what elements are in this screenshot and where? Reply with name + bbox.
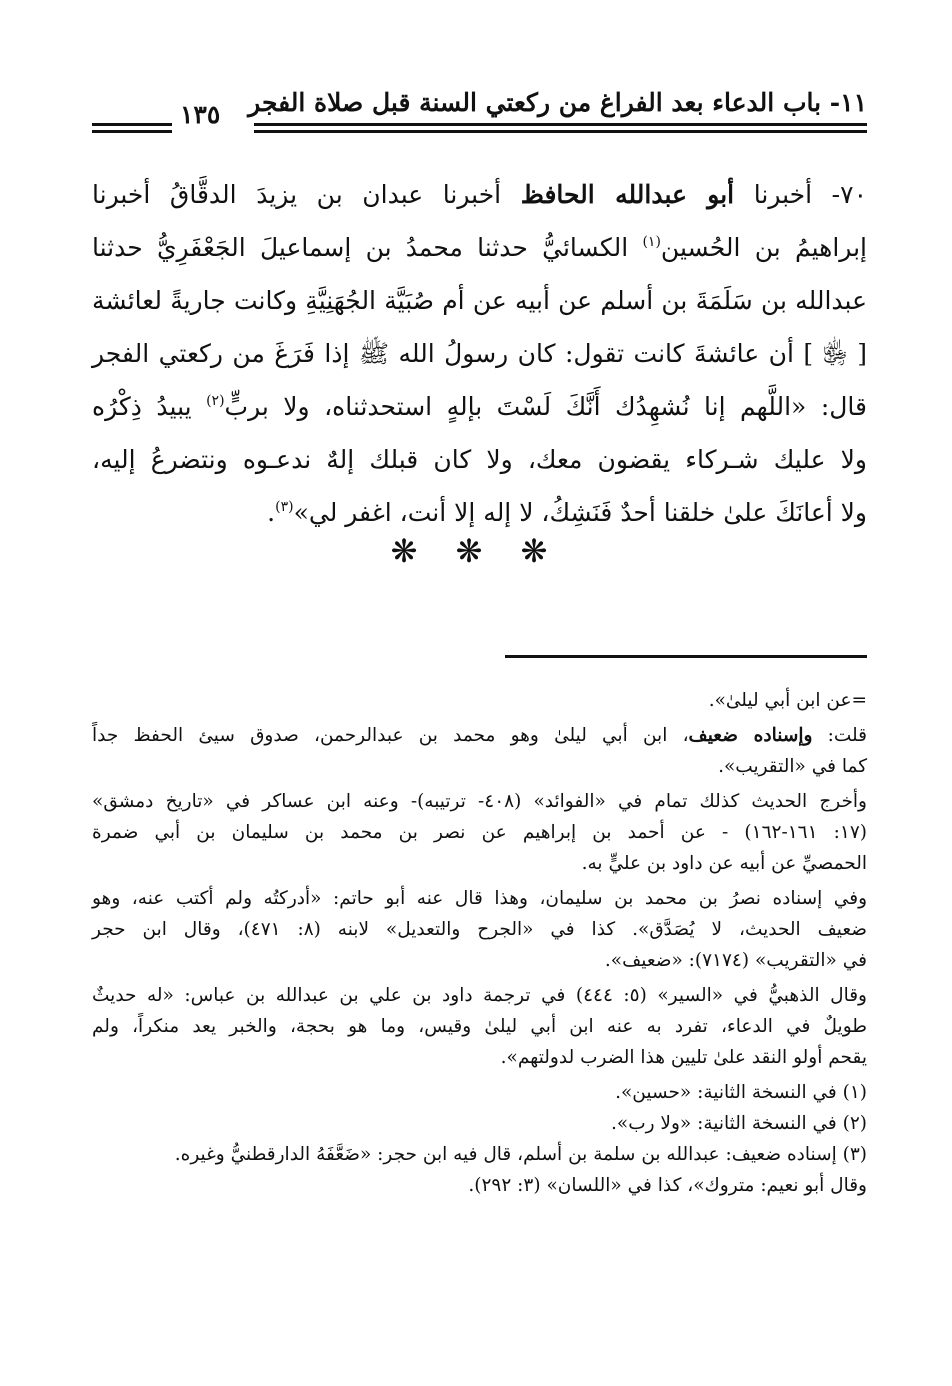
hadith-line: ولا عليك شـركاء يقضون معك، ولا كان قبلك إلهٌ ندعـوه ونتضرعُ إليه، xyxy=(92,445,867,474)
footnote-3-continued: وقال أبو نعيم: متروك»، كذا في «اللسان» (٣: ٢٩٢). xyxy=(468,1175,867,1196)
hadith-line: إبراهيمُ بن الحُسين$^{(١)}$ الكسائيُّ حدثنا محمدُ بن إسماعيلَ الجَعْفَرِيُّ حدثنا xyxy=(92,233,867,262)
hadith-line: عبدالله بن سَلَمَةَ بن أسلم عن أبيه عن أم صُبَيَّة الجُهَنِيَّةِ وكانت جاريةً لعائشة xyxy=(92,286,867,315)
footnotes xyxy=(92,685,867,1205)
footnote-paragraph: وقال الذهبيُّ في «السير» (٥: ٤٤٤) في ترجمة داود بن علي بن عبدالله بن عباس: «له حديثٌ طويلٌ في الدعاء، تفرد به عنه ابن أبي ليلىٰ وقيس، وما هو بحجة، والخبر يعد منكراً، ولم يقحم أولو النقد علىٰ تليين هذا الضرب لدولتهم». xyxy=(92,985,867,1068)
chapter-title: ١١- باب الدعاء بعد الفراغ من ركعتي السنة قبل صلاة الفجر xyxy=(248,88,867,117)
footnote-continuation: =عن ابن أبي ليلىٰ». xyxy=(708,690,867,711)
footnote-paragraph: وأخرج الحديث كذلك تمام في «الفوائد» (٤٠٨- ترتيبه)- وعنه ابن عساكر في «تاريخ دمشق» (١٧: ١٦١-١٦٢) - عن أحمد بن إبراهيم عن نصر بن محمد بن سليمان بن أبي ضمرة الحمصيِّ عن أبيه عن داود بن عليٍّ به. xyxy=(92,791,867,874)
footnote-divider xyxy=(505,655,867,658)
hadith-line: قال: «اللَّهم إنا نُشهِدُك أَنَّكَ لَسْتَ بإلهٍ استحدثناه، ولا بربٍّ$^{(٢)}$ يبيدُ ذِكْرُه xyxy=(92,392,867,421)
header-rule-right xyxy=(254,123,867,133)
running-header xyxy=(92,88,867,150)
footnote-ref-2: (٢) xyxy=(206,393,225,409)
hadith-line: [ ﵂ ] أن عائشةَ كانت تقول: كان رسولُ الله ﷺ إذا فَرَغَ من ركعتي الفجر xyxy=(92,339,867,368)
footnote-notes xyxy=(92,1077,867,1201)
hadith-text xyxy=(92,168,867,539)
footnote-1: (١) في النسخة الثانية: «حسين». xyxy=(615,1082,867,1103)
section-separator: ❋ ❋ ❋ xyxy=(390,532,562,570)
footnote-2: (٢) في النسخة الثانية: «ولا رب». xyxy=(611,1113,867,1134)
footnote-ref-3: (٣) xyxy=(275,499,294,515)
footnote-ref-1: (١) xyxy=(642,234,661,250)
narrator-name: أبو عبدالله الحافظ xyxy=(520,180,735,209)
hadith-line: ٧٠- أخبرنا أبو عبدالله الحافظ أخبرنا عبدان بن يزيدَ الدقَّاقُ أخبرنا xyxy=(92,180,867,209)
header-rule-left xyxy=(92,123,172,133)
page-number: ١٣٥ xyxy=(180,100,221,129)
hadith-line: ولا أعانَكَ علىٰ خلقنا أحدٌ فَنَشِكُ، لا إله إلا أنت، اغفر لي»$^{(٣)}$. xyxy=(267,498,867,527)
footnote-paragraph: قلت: وإسناده ضعيف، ابن أبي ليلىٰ وهو محمد بن عبدالرحمن، صدوق سيئ الحفظ جداً كما في «التقريب». xyxy=(92,725,868,777)
footnote-3: (٣) إسناده ضعيف: عبدالله بن سلمة بن أسلم، قال فيه ابن حجر: «ضَعَّفَهُ الدارقطنيُّ وغيره. xyxy=(174,1144,867,1165)
footnote-paragraph: وفي إسناده نصرُ بن محمد بن سليمان، وهذا قال عنه أبو حاتم: «أدركتُه ولم أكتب عنه، وهو ضعيف الحديث، لا يُصَدَّق». كذا في «الجرح والتعديل» لابنه (٨: ٤٧١)، وقال ابن حجر في «التقريب» (٧١٧٤): «ضعيف». xyxy=(92,888,867,971)
grading-label: وإسناده ضعيف xyxy=(688,725,813,746)
